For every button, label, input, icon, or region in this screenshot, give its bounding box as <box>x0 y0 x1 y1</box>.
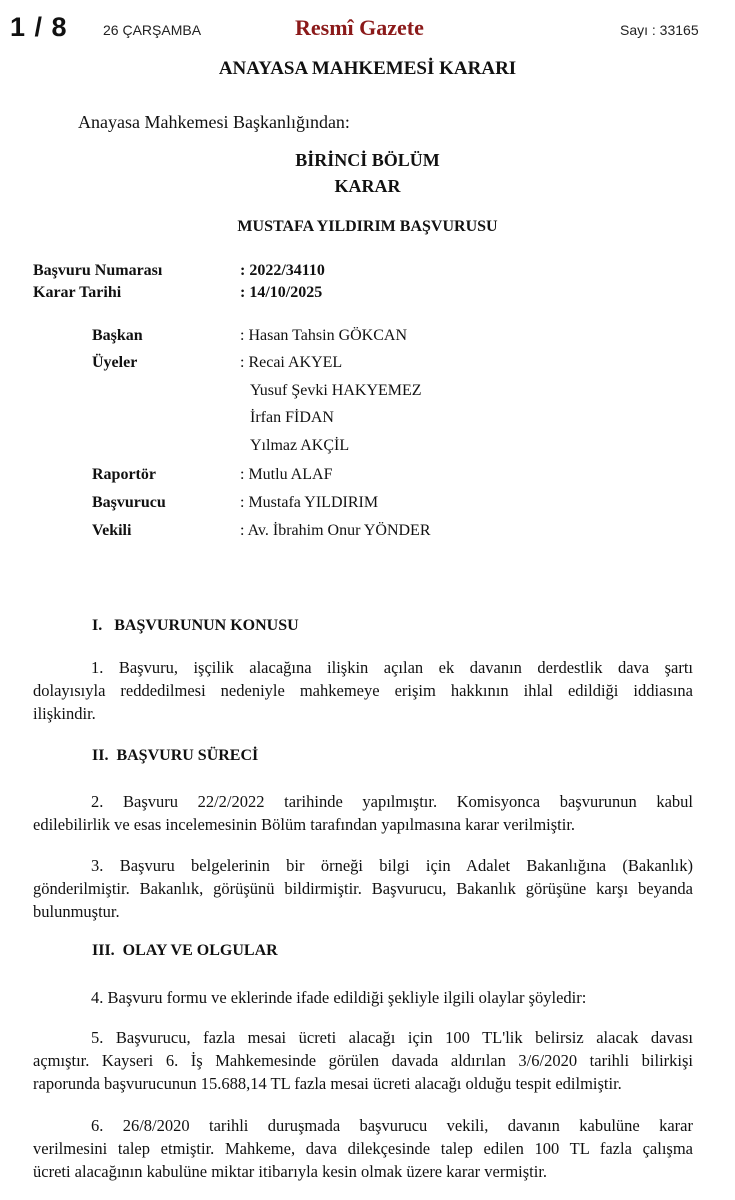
basvuru-no-value: : 2022/34110 <box>240 262 325 279</box>
uye-item: : Recai AKYEL <box>240 354 343 371</box>
paragraph-line: dolayısıyla reddedilmesi nedeniyle mahkemeye erişim hakkının ihlal edildiği iddiasına <box>33 681 693 700</box>
uyeler-label: Üyeler <box>92 354 138 371</box>
section-heading-1: I. BAŞVURUNUN KONUSU <box>92 617 299 634</box>
basvuru-no-label: Başvuru Numarası <box>33 262 163 279</box>
paragraph-line: edilebilirlik ve esas incelemesinin Bölüm tarafından yapılmasına karar verilmiştir. <box>33 815 576 834</box>
karar-tarihi-value: : 14/10/2025 <box>240 284 323 301</box>
karar-heading: KARAR <box>334 176 401 196</box>
from-line: Anayasa Mahkemesi Başkanlığından: <box>78 112 350 132</box>
paragraph-5 <box>33 1026 693 1095</box>
case-title: MUSTAFA YILDIRIM BAŞVURUSU <box>237 218 498 235</box>
paragraph-line: verilmesini talep etmiştir. Mahkeme, dava dilekçesinde talep edilen 100 TL fazla çalışma <box>33 1139 693 1158</box>
section-heading-2: II. BAŞVURU SÜRECİ <box>92 747 259 764</box>
karar-tarihi-label: Karar Tarihi <box>33 284 122 301</box>
section-heading: BİRİNCİ BÖLÜM <box>295 150 440 170</box>
uye-item: İrfan FİDAN <box>250 409 334 426</box>
basvurucu-label: Başvurucu <box>92 494 166 511</box>
paragraph-6 <box>33 1114 693 1183</box>
section-heading-3: III. OLAY VE OLGULAR <box>92 942 278 959</box>
uye-item: Yusuf Şevki HAKYEMEZ <box>250 382 422 399</box>
paragraph-line: açmıştır. Kayseri 6. İş Mahkemesinde görülen davada aldırılan 3/6/2020 tarihli bilirkişi <box>33 1051 693 1070</box>
gazette-title: Resmî Gazete <box>295 15 424 40</box>
paragraph-4 <box>33 986 693 1009</box>
baskan-value: : Hasan Tahsin GÖKCAN <box>240 327 408 344</box>
raportor-value: : Mutlu ALAF <box>240 466 333 483</box>
main-title: ANAYASA MAHKEMESİ KARARI <box>218 58 517 79</box>
paragraph-line: raporunda başvurucunun 15.688,14 TL fazla mesai ücreti alacağı olduğu tespit edilmiştir. <box>33 1074 622 1093</box>
paragraph-line: 2. Başvuru 22/2/2022 tarihinde yapılmıştır. Komisyonca başvurunun kabul <box>91 792 693 811</box>
basvurucu-value: : Mustafa YILDIRIM <box>240 494 379 511</box>
paragraph-line: bulunmuştur. <box>33 902 120 921</box>
paragraph-line: gönderilmiştir. Bakanlık, görüşünü bildirmiştir. Başvurucu, Bakanlık görüşüne karşı beyanda <box>33 879 693 898</box>
paragraph-line: 1. Başvuru, işçilik alacağına ilişkin açılan ek davanın derdestlik dava şartı <box>91 658 693 677</box>
paragraph-line: ücreti alacağının kabulüne miktar itibarıyla kesin olmak üzere karar vermiştir. <box>33 1162 548 1181</box>
issue-number: Sayı : 33165 <box>620 22 699 38</box>
paragraph-line: 3. Başvuru belgelerinin bir örneği bilgi için Adalet Bakanlığına (Bakanlık) <box>91 856 693 875</box>
paragraph-line: ilişkindir. <box>33 704 96 723</box>
vekili-label: Vekili <box>92 522 132 539</box>
vekili-value: : Av. İbrahim Onur YÖNDER <box>240 522 431 539</box>
paragraph-3 <box>33 854 693 923</box>
paragraph-2 <box>33 790 693 836</box>
paragraph-line: 4. Başvuru formu ve eklerinde ifade edildiği şekliyle ilgili olaylar şöyledir: <box>91 988 587 1007</box>
page-indicator: 1 / 8 <box>10 12 68 42</box>
paragraph-line: 6. 26/8/2020 tarihli duruşmada başvurucu vekili, davanın kabulüne karar <box>91 1116 693 1135</box>
header-day: 26 ÇARŞAMBA <box>103 22 202 38</box>
baskan-label: Başkan <box>92 327 143 344</box>
paragraph-1 <box>33 656 693 725</box>
paragraph-line: 5. Başvurucu, fazla mesai ücreti alacağı için 100 TL'lik belirsiz alacak davası <box>91 1028 693 1047</box>
raportor-label: Raportör <box>92 466 156 483</box>
uye-item: Yılmaz AKÇİL <box>250 437 350 454</box>
